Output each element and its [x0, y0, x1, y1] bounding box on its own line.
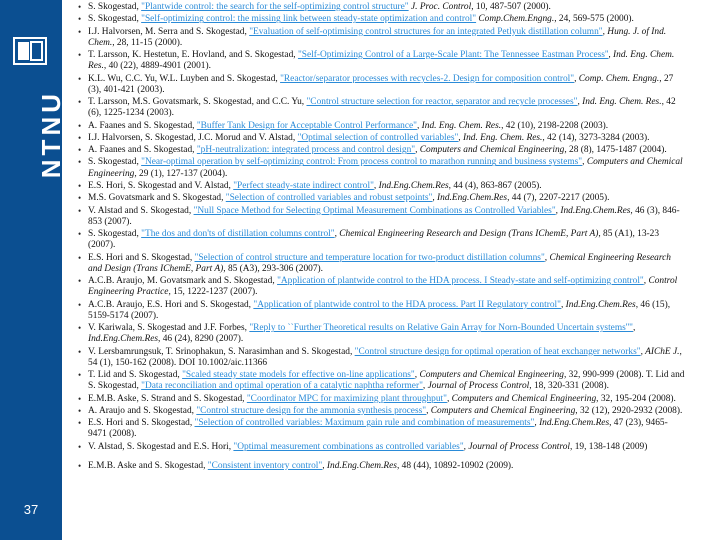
reference-item: • T. Lid and S. Skogestad, "Scaled steady state models for effective on-line applications", Computers and Chemical Engineering, 32, 990-999 (2008). T. Lid and S. Skogestad, "Data reconciliation and optimal operation of a catalytic naphtha reformer", Journal of Process Control, 18, 320-331 (2008).	[78, 370, 686, 392]
reference-item: • E.S. Hori and S. Skogestad, "Selection of control structure and temperature location for two-product distillation columns", Chemical Engineering Research and Design (Trans IChemE, Part A), 85 (A3), 293-306 (2007).	[78, 253, 686, 275]
reference-title-link[interactable]: "Selection of controlled variables: Maximum gain rule and combination of measurements"	[194, 418, 535, 429]
reference-item: • K.L. Wu, C.C. Yu, W.L. Luyben and S. Skogestad, "Reactor/separator processes with recycles-2. Design for composition control", Comp. Chem. Engng., 27 (3), 401-421 (2003).	[78, 74, 686, 96]
reference-item: • S. Skogestad, "Self-optimizing control: the missing link between steady-state optimization and control" Comp.Chem.Engng., 24, 569-575 (2000).	[78, 14, 686, 25]
reference-title-link[interactable]: "Self-Optimizing Control of a Large-Scale Plant: The Tennessee Eastman Process''	[297, 50, 609, 61]
reference-title-link[interactable]: "Plantwide control: the search for the self-optimizing control structure"	[141, 2, 409, 12]
reference-item: • E.S. Hori and S. Skogestad, "Selection of controlled variables: Maximum gain rule and combination of measurements", Ind.Eng.Chem.Res, 47 (23), 9465-9471 (2008).	[78, 418, 686, 440]
reference-item: • M.S. Govatsmark and S. Skogestad, "Selection of controlled variables and robust setpoints", Ind.Eng.Chem.Res, 44 (7), 2207-2217 (2005).	[78, 193, 686, 204]
reference-list-container	[78, 2, 686, 473]
reference-item: • V. Kariwala, S. Skogestad and J.F. Forbes, "Reply to ``Further Theoretical results on Relative Gain Array for Norn-Bounded Uncertain systems''", Ind.Eng.Chem.Res, 46 (24), 8290 (2007).	[78, 323, 686, 345]
reference-item: • S. Skogestad, "Near-optimal operation by self-optimizing control: From process control to marathon running and business systems", Computers and Chemical Engineering, 29 (1), 127-137 (2004).	[78, 157, 686, 179]
reference-item: • A. Faanes and S. Skogestad, "pH-neutralization: integrated process and control design", Computers and Chemical Engineering, 28 (8), 1475-1487 (2004).	[78, 145, 686, 156]
ntnu-logo-icon	[10, 36, 50, 66]
reference-title-link[interactable]: "Coordinator MPC for maximizing plant throughput"	[246, 393, 447, 404]
reference-item: • A. Araujo and S. Skogestad, "Control structure design for the ammonia synthesis process", Computers and Chemical Engineering, 32 (12), 2920-2932 (2008).	[78, 406, 686, 417]
reference-title-link[interactable]: "Application of plantwide control to the HDA process. I Steady-state and self-optimizing control"	[277, 276, 644, 287]
reference-item: • S. Skogestad, "Plantwide control: the search for the self-optimizing control structure" J. Proc. Control, 10, 487-507 (2000).	[78, 2, 686, 13]
reference-title-link[interactable]: "Near-optimal operation by self-optimizing control: From process control to marathon running and business systems"	[141, 157, 583, 168]
reference-title-link[interactable]: "Data reconciliation and optimal operation of a catalytic naphtha reformer"	[141, 381, 423, 392]
reference-title-link[interactable]: "Application of plantwide control to the HDA process. Part II Regulatory control"	[253, 299, 561, 310]
reference-title-link[interactable]: "Reply to ``Further Theoretical results on Relative Gain Array for Norn-Bounded Uncertain systems''"	[249, 323, 633, 334]
reference-title-link[interactable]: "Null Space Method for Selecting Optimal Measurement Combinations as Controlled Variables"	[193, 205, 556, 216]
reference-list	[78, 2, 686, 472]
reference-item: • S. Skogestad, "The dos and don'ts of distillation columns control", Chemical Engineering Research and Design (Trans IChemE, Part A), 85 (A1), 13-23 (2007).	[78, 229, 686, 251]
reference-title-link[interactable]: "Self-optimizing control: the missing link between steady-state optimization and control"	[141, 14, 477, 25]
reference-title-link[interactable]: "Optimal selection of controlled variables"	[297, 132, 459, 143]
page-number: 37	[23, 502, 39, 517]
ntnu-sidebar	[0, 0, 66, 540]
reference-item: • A. Faanes and S. Skogestad, "Buffer Tank Design for Acceptable Control Performance", Ind. Eng. Chem. Res., 42 (10), 2198-2208 (2003).	[78, 121, 686, 132]
reference-title-link[interactable]: "Buffer Tank Design for Acceptable Control Performance"	[196, 120, 417, 131]
reference-title-link[interactable]: "Control structure design for the ammonia synthesis process"	[196, 405, 427, 416]
reference-item: • E.M.B. Aske, S. Strand and S. Skogestad, "Coordinator MPC for maximizing plant throughput", Computers and Chemical Engineering, 32, 195-204 (2008).	[78, 394, 686, 405]
reference-item: • E.S. Hori, S. Skogestad and V. Alstad, "Perfect steady-state indirect control", Ind.Eng.Chem.Res, 44 (4), 863-867 (2005).	[78, 181, 686, 192]
reference-item: • V. Alstad and S. Skogestad, "Null Space Method for Selecting Optimal Measurement Combinations as Controlled Variables", Ind.Eng.Chem.Res, 46 (3), 846-853 (2007).	[78, 206, 686, 228]
reference-item: • A.C.B. Araujo, M. Govatsmark and S. Skogestad, "Application of plantwide control to the HDA process. I Steady-state and self-optimizing control", Control Engineering Practice, 15, 1222-1237 (2007).	[78, 276, 686, 298]
reference-title-link[interactable]: "Evaluation of self-optimising control structures for an integrated Petlyuk distillation column"	[249, 26, 603, 37]
reference-title-link[interactable]: "Optimal measurement combinations as controlled variables"	[233, 441, 464, 452]
reference-title-link[interactable]: "Perfect steady-state indirect control"	[233, 180, 374, 191]
reference-title-link[interactable]: "Control structure selection for reactor, separator and recycle processes"	[306, 97, 578, 108]
reference-item: • I.J. Halvorsen, S. Skogestad, J.C. Morud and V. Alstad, "Optimal selection of controlled variables", Ind. Eng. Chem. Res., 42 (14), 3273-3284 (2003).	[78, 133, 686, 144]
reference-item: • I.J. Halvorsen, M. Serra and S. Skogestad, "Evaluation of self-optimising control structures for an integrated Petlyuk distillation column", Hung. J. of Ind. Chem., 28, 11-15 (2000).	[78, 27, 686, 49]
reference-title-link[interactable]: "Control structure design for optimal operation of heat exchanger networks"	[354, 346, 641, 357]
ntnu-logo-text: NTNU	[36, 90, 66, 179]
reference-title-link[interactable]: "Selection of control structure and temperature location for two-product distillation columns"	[194, 252, 545, 263]
reference-title-link[interactable]: "Reactor/separator processes with recycles-2. Design for composition control"	[280, 73, 575, 84]
reference-item: • V. Lersbamrungsuk, T. Srinophakun, S. Narasimhan and S. Skogestad, "Control structure design for optimal operation of heat exchanger networks", AIChE J., 54 (1), 150-162 (2008). DOI 10.1002/aic.11366	[78, 347, 686, 369]
reference-title-link[interactable]: "pH-neutralization: integrated process and control design"	[196, 145, 416, 156]
reference-item: • T. Larsson, K. Hestetun, E. Hovland, and S. Skogestad, "Self-Optimizing Control of a Large-Scale Plant: The Tennessee Eastman Process'', Ind. Eng. Chem. Res., 40 (22), 4889-4901 (2001).	[78, 50, 686, 72]
reference-item: • E.M.B. Aske and S. Skogestad, "Consistent inventory control", Ind.Eng.Chem.Res, 48 (44), 10892-10902 (2009).	[78, 461, 686, 472]
reference-title-link[interactable]: "Consistent inventory control"	[207, 460, 323, 471]
reference-title-link[interactable]: "Selection of controlled variables and robust setpoints"	[225, 193, 433, 204]
reference-item: • A.C.B. Araujo, E.S. Hori and S. Skogestad, "Application of plantwide control to the HDA process. Part II Regulatory control", Ind.Eng.Chem.Res, 46 (15), 5159-5174 (2007).	[78, 300, 686, 322]
reference-item: • V. Alstad, S. Skogestad and E.S. Hori, "Optimal measurement combinations as controlled variables", Journal of Process Control, 19, 138-148 (2009)	[78, 442, 686, 453]
reference-title-link[interactable]: "Scaled steady state models for effective on-line applications"	[182, 370, 415, 381]
reference-item: • T. Larsson, M.S. Govatsmark, S. Skogestad, and C.C. Yu, "Control structure selection for reactor, separator and recycle processes", Ind. Eng. Chem. Res., 42 (6), 1225-1234 (2003).	[78, 97, 686, 119]
reference-title-link[interactable]: "The dos and don'ts of distillation columns control"	[141, 229, 335, 240]
